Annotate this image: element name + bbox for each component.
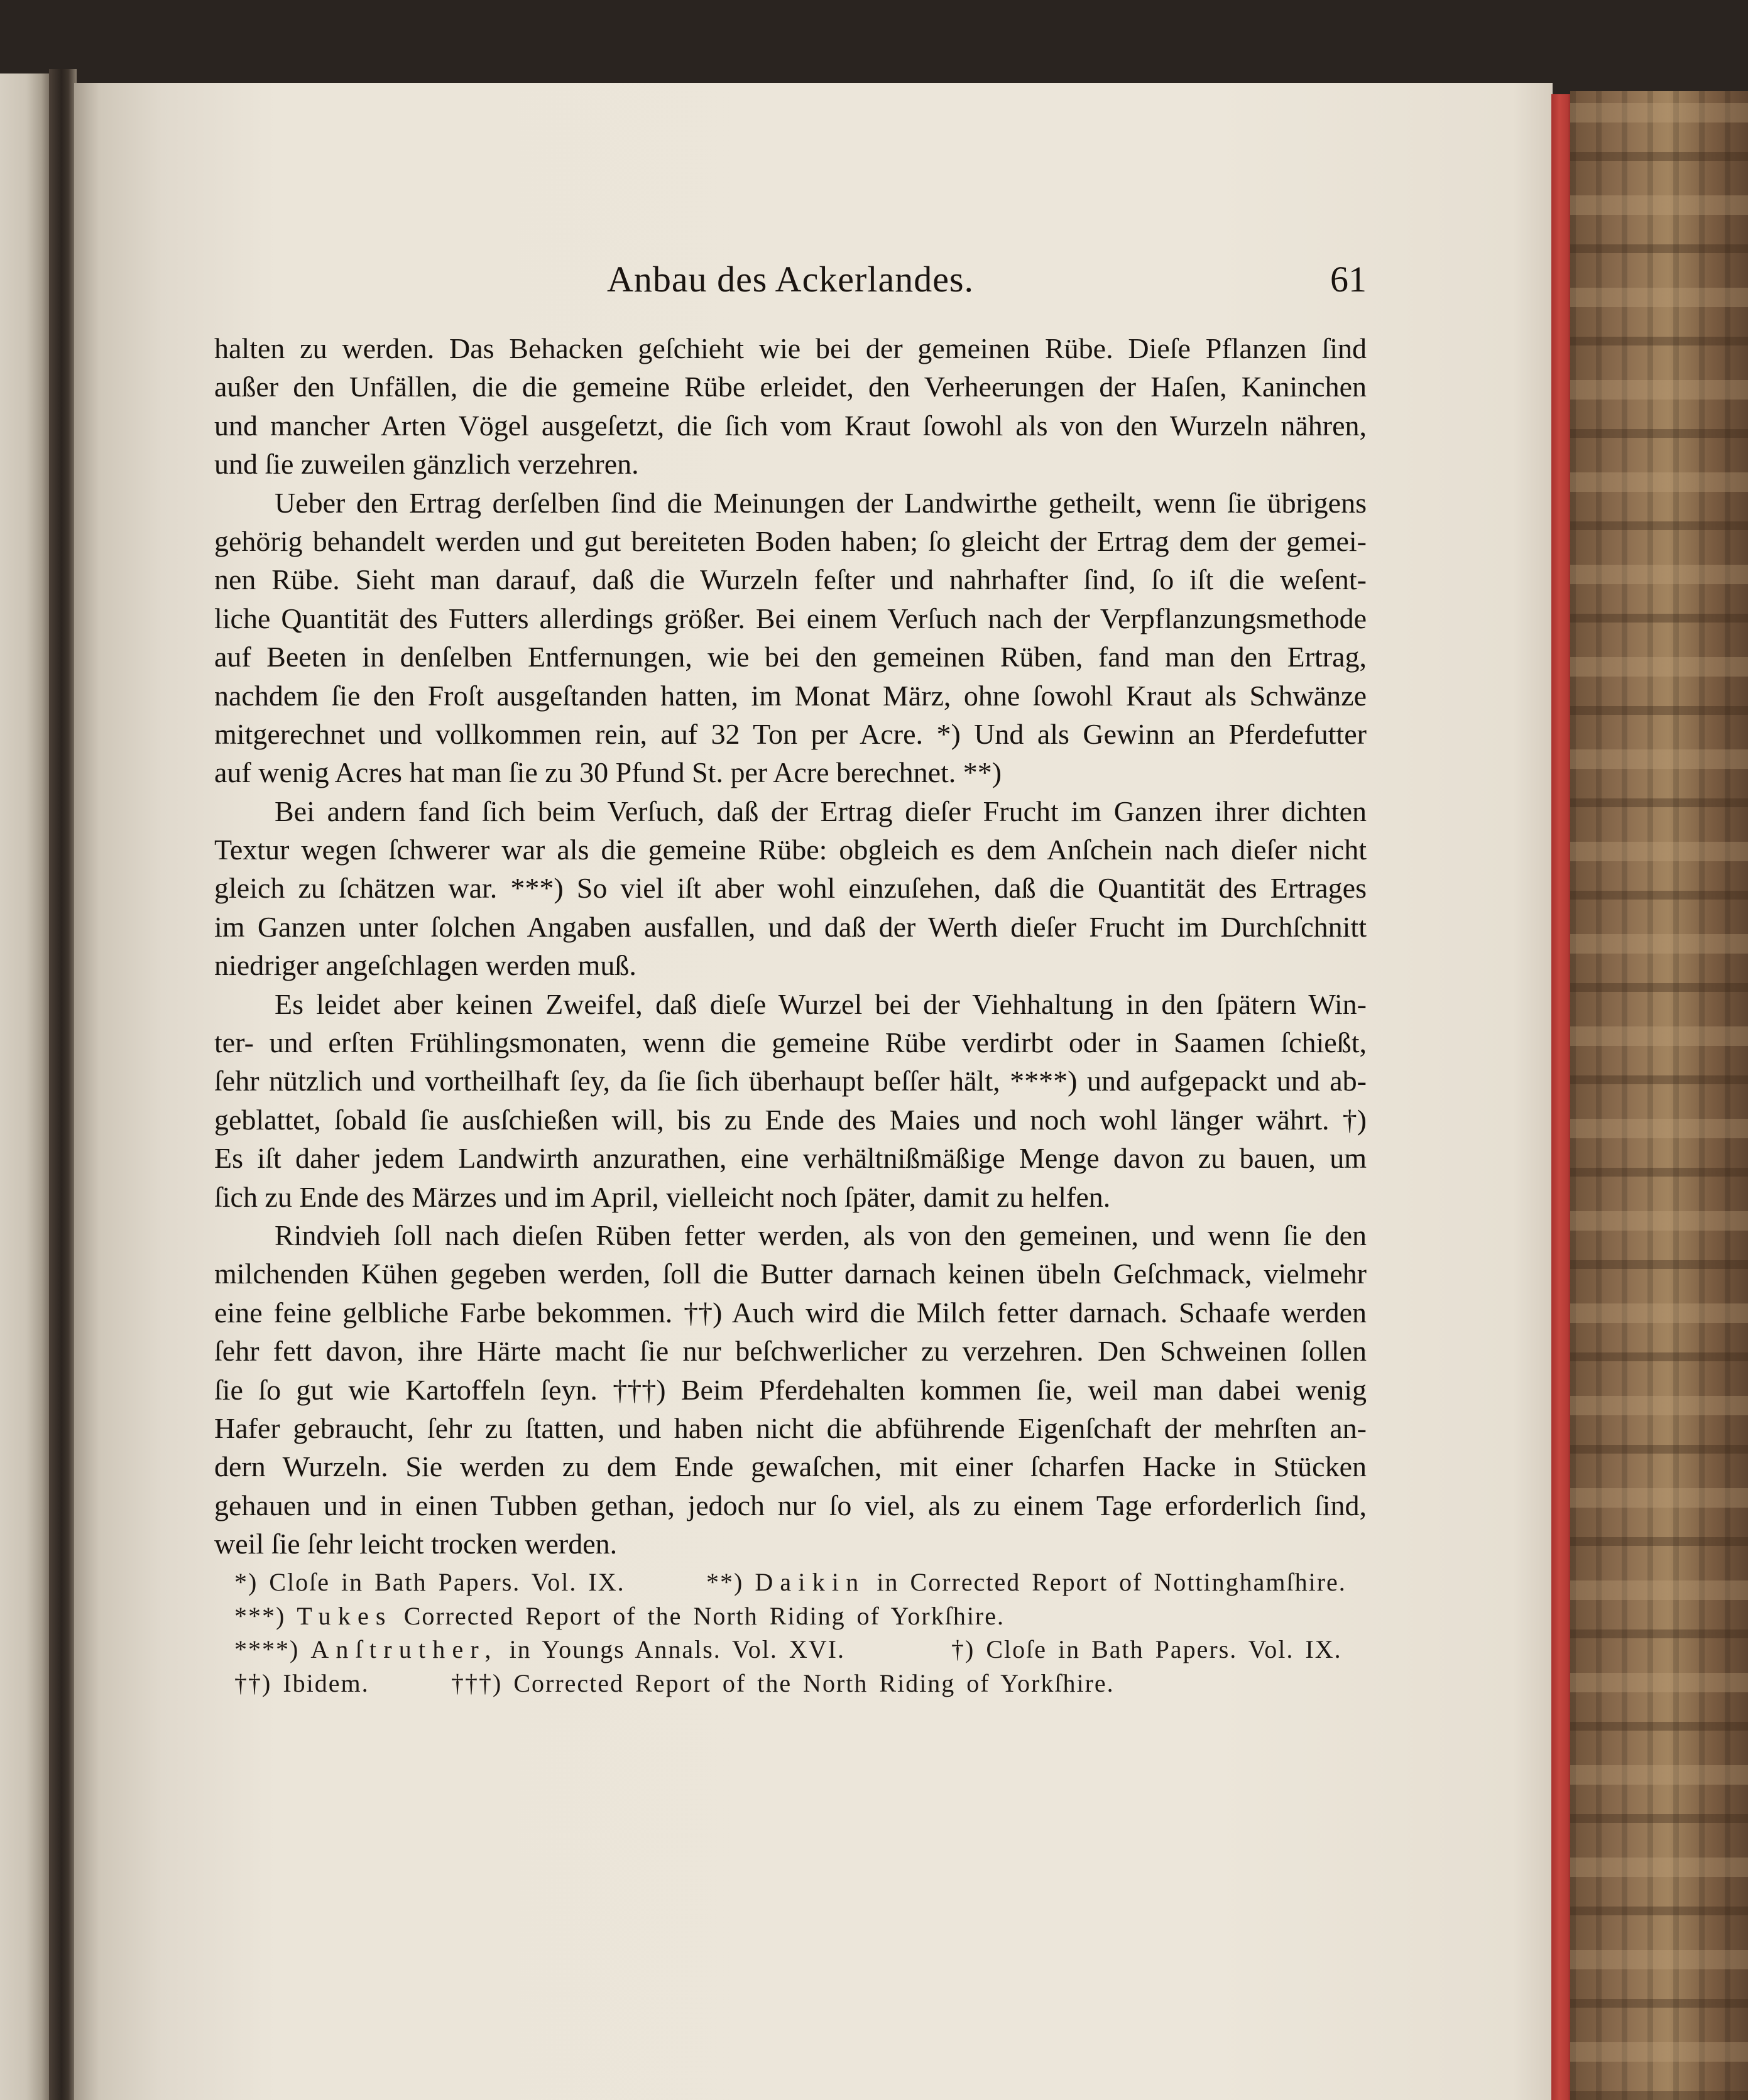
footnote-marker: †) — [951, 1635, 975, 1663]
footnote — [451, 1667, 1115, 1700]
text-line: ſehr nützlich und vortheilhaft ſey, da ſie ſich überhaupt beſſer hält, ****) und aufgepackt und ab- — [214, 1065, 1367, 1097]
paragraph — [214, 484, 1367, 792]
text-line: außer den Unfällen, die die gemeine Rübe erleidet, den Verheerungen der Haſen, Kaninchen — [214, 371, 1367, 403]
text-line: Textur wegen ſchwerer war als die gemeine Rübe: obgleich es dem Anſchein nach dieſer nicht — [214, 834, 1367, 866]
text-line: gehörig behandelt werden und gut bereiteten Boden haben; ſo gleicht der Ertrag dem der gemei- — [214, 525, 1367, 557]
text-line: gleich zu ſchätzen war. ***) So viel iſt aber wohl einzuſehen, daß die Quantität des Ertrages — [214, 872, 1367, 905]
footnote-author: Daikin — [755, 1568, 866, 1596]
footnotes — [234, 1565, 1367, 1700]
page-number: 61 — [1330, 259, 1367, 300]
text-line: nachdem ſie den Froſt ausgeſtanden hatten, im Monat März, ohne ſowohl Kraut als Schwänze — [214, 679, 1367, 712]
paragraph — [214, 1216, 1367, 1564]
text-line: niedriger angeſchlagen werden muß. — [214, 949, 636, 982]
footnote-text: in Corrected Report of Nottinghamſhire. — [877, 1568, 1347, 1596]
text-line: ſich zu Ende des Märzes und im April, vielleicht noch ſpäter, damit zu helfen. — [214, 1180, 1111, 1213]
text-line: dern Wurzeln. Sie werden zu dem Ende gewaſchen, mit einer ſcharfen Hacke in Stücken — [214, 1450, 1367, 1483]
footnote — [234, 1565, 625, 1599]
footnote-marker: *) — [234, 1568, 258, 1596]
paragraph — [214, 792, 1367, 985]
text-line: nen Rübe. Sieht man darauf, daß die Wurzeln feſter und nahrhafter ſind, ſo iſt die weſent- — [214, 563, 1367, 596]
footnote-text: Ibidem. — [283, 1668, 369, 1697]
footnote-marker: †††) — [451, 1668, 503, 1697]
left-page-edge — [0, 73, 53, 2100]
footnote-author: Anſtruther, — [310, 1635, 498, 1663]
running-head — [214, 254, 1367, 305]
footnote — [234, 1667, 369, 1700]
footnote-row — [234, 1633, 1367, 1667]
footnote-marker: ****) — [234, 1635, 300, 1663]
text-line: Rindvieh ſoll nach dieſen Rüben fetter werden, als von den gemeinen, und wenn ſie den — [275, 1219, 1367, 1251]
footnote-row — [234, 1667, 1367, 1700]
footnote-text: Cloſe in Bath Papers. Vol. IX. — [986, 1635, 1342, 1663]
footnote-row — [234, 1599, 1367, 1633]
text-line: liche Quantität des Futters allerdings größer. Bei einem Verſuch nach der Verpflanzungsmethode — [214, 602, 1367, 634]
footnote — [234, 1599, 1005, 1633]
text-line: Ueber den Ertrag derſelben ſind die Meinungen der Landwirthe getheilt, wenn ſie übrigens — [275, 486, 1367, 519]
text-line: milchenden Kühen gegeben werden, ſoll die Butter darnach keinen übeln Geſchmack, vielmehr — [214, 1258, 1367, 1290]
text-line: ter- und erſten Frühlingsmonaten, wenn die gemeine Rübe verdirbt oder in Saamen ſchießt, — [214, 1026, 1367, 1059]
text-line: ſie ſo gut wie Kartoffeln ſeyn. †††) Beim Pferdehalten kommen ſie, weil man dabei wenig — [214, 1373, 1367, 1406]
text-line: im Ganzen unter ſolchen Angaben ausfallen, und daß der Werth dieſer Frucht im Durchſchnitt — [214, 910, 1367, 943]
text-line: mitgerechnet und vollkommen rein, auf 32 Ton per Acre. *) Und als Gewinn an Pferdefutter — [214, 717, 1367, 750]
text-line: gehauen und in einen Tubben gethan, jedoch nur ſo viel, als zu einem Tage erforderlich ſind, — [214, 1489, 1367, 1521]
footnote — [706, 1565, 1347, 1599]
text-line: Hafer gebraucht, ſehr zu ſtatten, und haben nicht die abführende Eigenſchaft der mehrſten an- — [214, 1412, 1367, 1444]
text-line: und mancher Arten Vögel ausgeſetzt, die ſich vom Kraut ſowohl als von den Wurzeln nähren, — [214, 409, 1367, 442]
text-line: weil ſie ſehr leicht trocken werden. — [214, 1528, 618, 1560]
footnote-marker: **) — [706, 1568, 744, 1596]
red-page-edge — [1551, 94, 1571, 2100]
footnote-row — [234, 1565, 1367, 1599]
paragraph — [214, 329, 1367, 484]
text-line: ſehr fett davon, ihre Härte macht ſie nur beſchwerlicher zu verzehren. Den Schweinen ſollen — [214, 1335, 1367, 1368]
footnote-author: Tukes — [297, 1601, 393, 1630]
text-line: halten zu werden. Das Behacken geſchieht wie bei der gemeinen Rübe. Dieſe Pflanzen ſind — [214, 332, 1367, 364]
text-line: auf Beeten in denſelben Entfernungen, wie bei den gemeinen Rüben, fand man den Ertrag, — [214, 641, 1367, 673]
footnote-text: Corrected Report of the North Riding of Yorkſhire. — [513, 1668, 1115, 1697]
footnote-text: Cloſe in Bath Papers. Vol. IX. — [269, 1568, 625, 1596]
text-line: geblattet, ſobald ſie ausſchießen will, bis zu Ende des Maies und noch wohl länger währt. †) — [214, 1103, 1367, 1136]
footnote-text: in Youngs Annals. Vol. XVI. — [509, 1635, 845, 1663]
body-text — [214, 329, 1367, 1564]
gutter-shadow — [49, 69, 77, 2100]
book-binding — [1570, 91, 1748, 2100]
text-line: Es leidet aber keinen Zweifel, daß dieſe Wurzel bei der Viehhaltung in den ſpätern Win- — [275, 987, 1367, 1020]
footnote — [234, 1633, 845, 1667]
footnote-marker: ††) — [234, 1668, 272, 1697]
footnote-marker: ***) — [234, 1601, 286, 1630]
text-line: Bei andern fand ſich beim Verſuch, daß der Ertrag dieſer Frucht im Ganzen ihrer dichten — [275, 795, 1367, 827]
footnote-text: Corrected Report of the North Riding of Yorkſhire. — [403, 1601, 1005, 1630]
paragraph — [214, 985, 1367, 1216]
text-line: Es iſt daher jedem Landwirth anzurathen, eine verhältnißmäßige Menge davon zu bauen, um — [214, 1142, 1367, 1175]
running-title: Anbau des Ackerlandes. — [606, 259, 975, 300]
text-line: und ſie zuweilen gänzlich verzehren. — [214, 448, 639, 481]
text-line: auf wenig Acres hat man ſie zu 30 Pfund St. per Acre berechnet. **) — [214, 756, 1002, 789]
text-line: eine feine gelbliche Farbe bekommen. ††) Auch wird die Milch fetter darnach. Schaafe werden — [214, 1296, 1367, 1329]
footnote — [951, 1633, 1342, 1667]
